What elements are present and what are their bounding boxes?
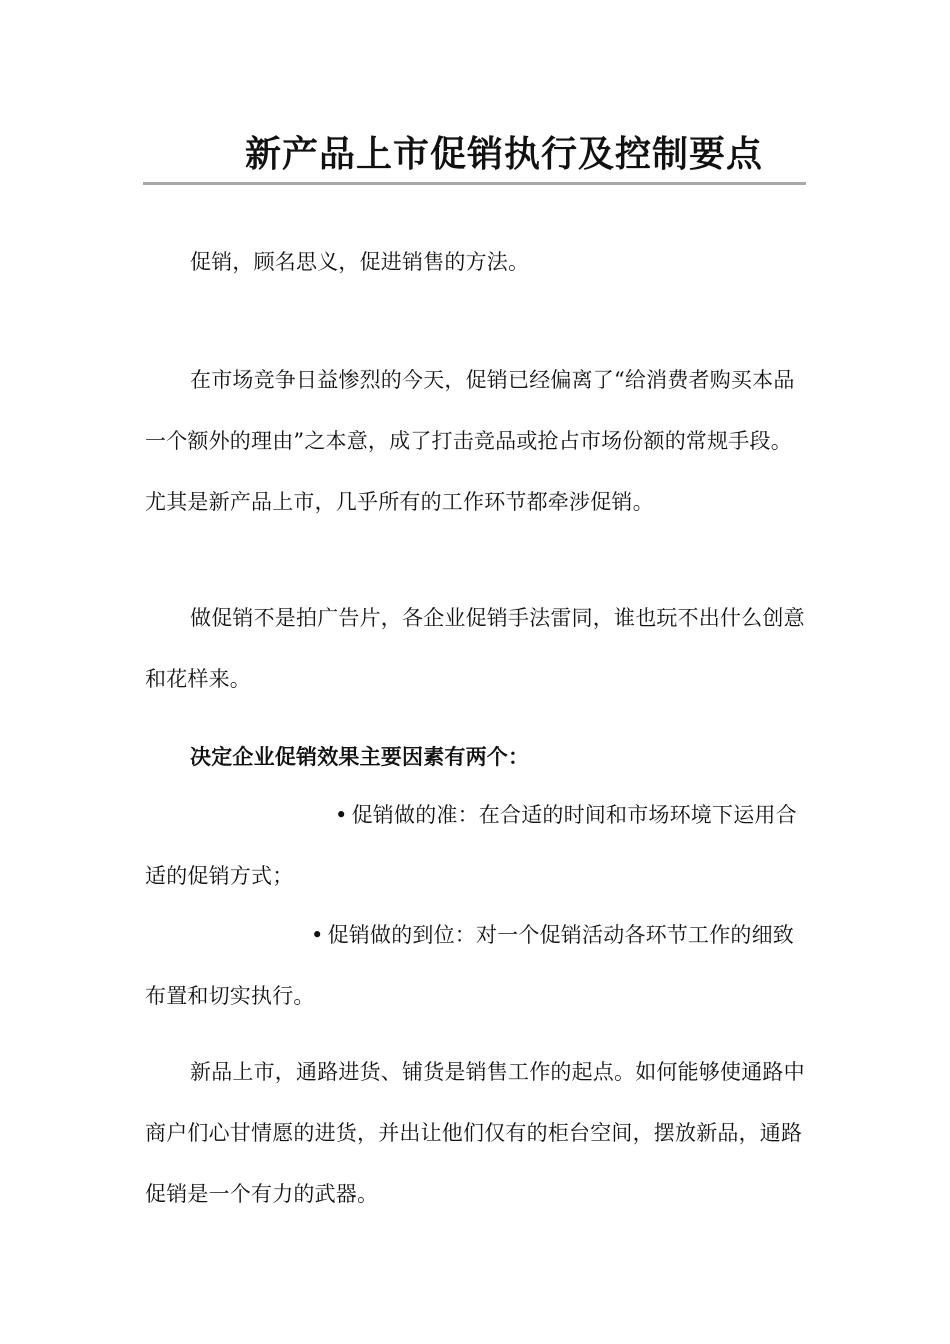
paragraph-factors-heading: 决定企业促销效果主要因素有两个：: [190, 744, 530, 769]
bullet-dot: •: [311, 923, 324, 947]
paragraph-channel: 新品上市，通路进货、铺货是销售工作的起点。如何能够使通路中商户们心甘情愿的进货，并出让他们仅有的柜台空间，摆放新品，通路促销是一个有力的武器。: [145, 1060, 805, 1206]
paragraph-advert: 做促销不是拍广告片，各企业促销手法雷同，谁也玩不出什么创意和花样来。: [145, 606, 805, 691]
paragraph-market: 在市场竞争日益惨烈的今天，促销已经偏离了“给消费者购买本品一个额外的理由”之本意，成了打击竞品或抢占市场份额的常规手段。尤其是新产品上市，几乎所有的工作环节都牵涉促销。: [145, 368, 795, 514]
bullet-item-2: [145, 905, 805, 1027]
title-divider: [143, 182, 806, 185]
bullet-dot: •: [335, 803, 348, 827]
bullet-text: 促销做的准：在合适的时间和市场环境下运用合适的促销方式；: [145, 803, 797, 888]
bullet-text: 促销做的到位：对一个促销活动各环节工作的细致布置和切实执行。: [145, 923, 794, 1008]
bullet-item-1: [145, 785, 805, 907]
paragraph-intro: 促销，顾名思义，促进销售的方法。: [190, 250, 530, 274]
document-title: 新产品上市促销执行及控制要点: [245, 133, 764, 175]
